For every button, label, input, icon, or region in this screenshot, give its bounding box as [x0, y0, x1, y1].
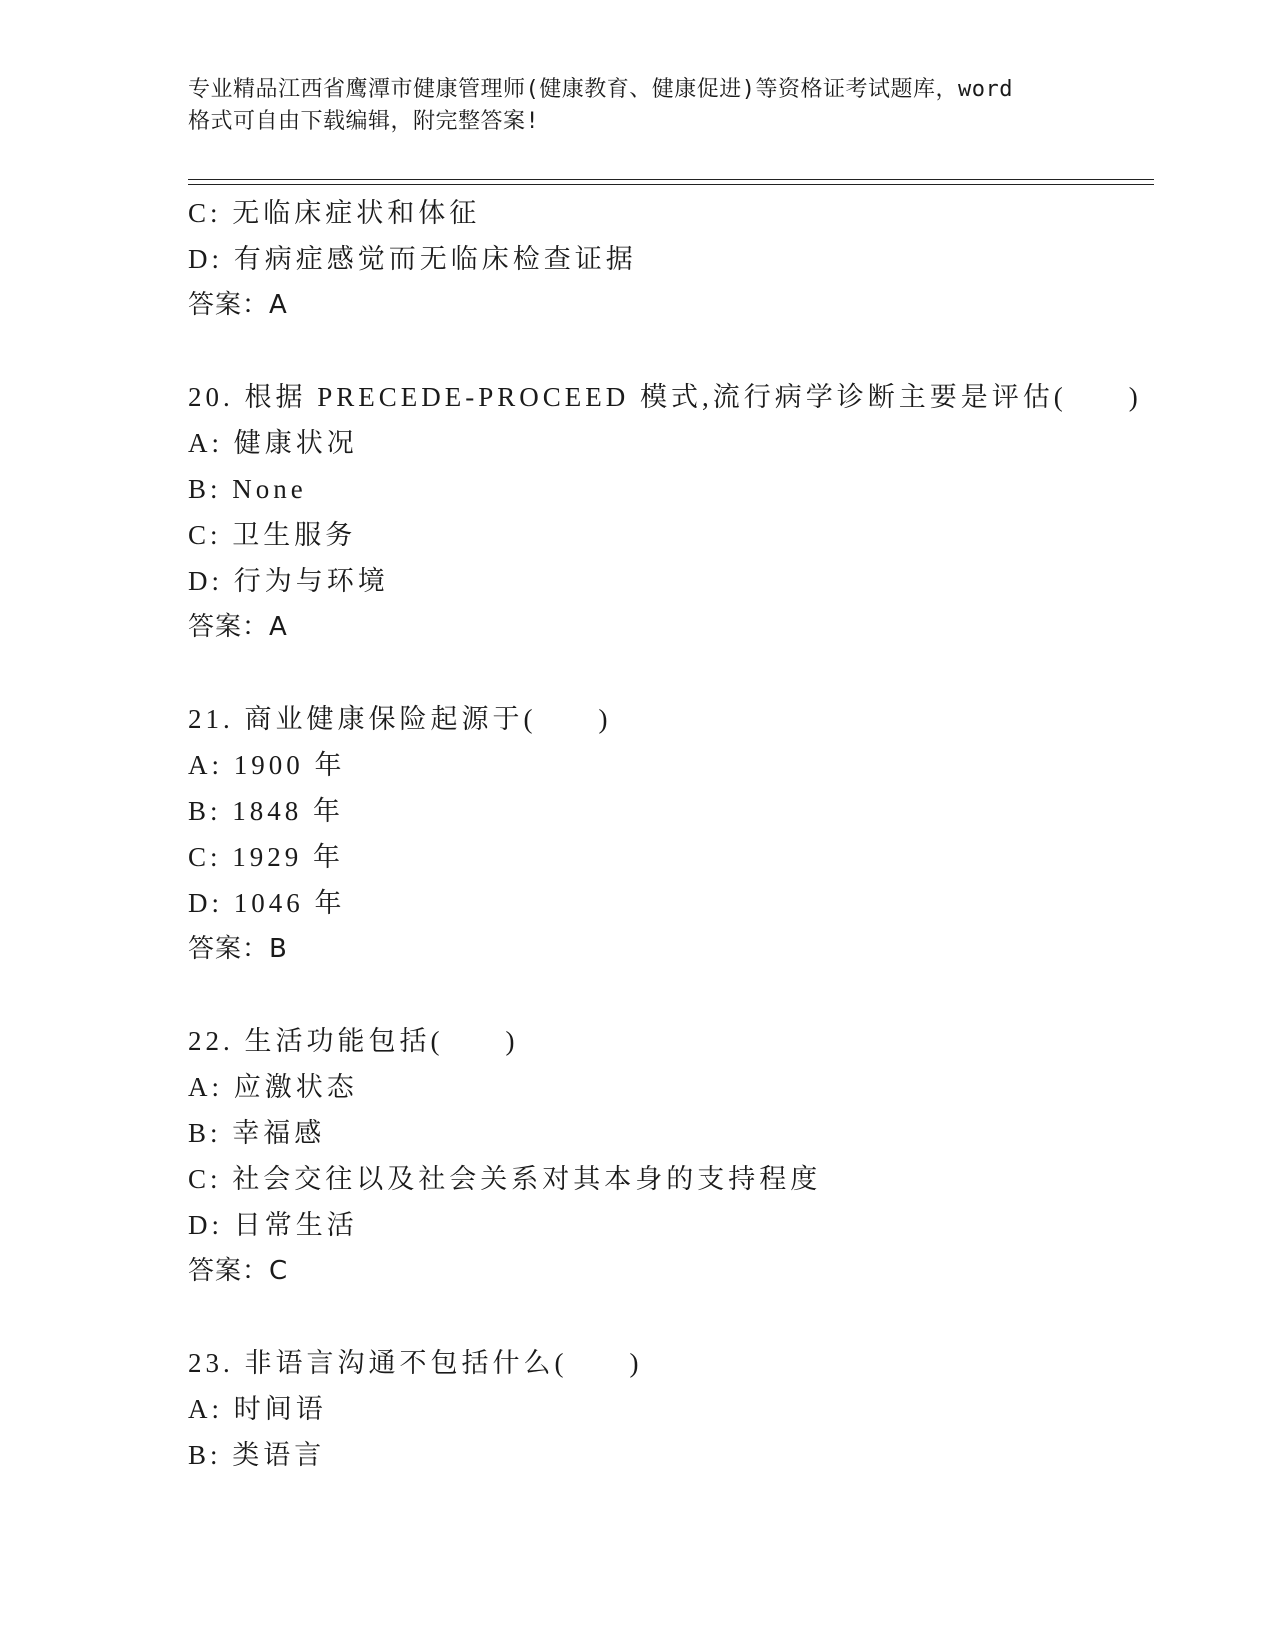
spacer — [188, 1294, 1148, 1340]
option-b: B: 类语言 — [188, 1440, 326, 1470]
question-stem: 22. 生活功能包括( ) — [188, 1026, 519, 1056]
option-d: D: 有病症感觉而无临床检查证据 — [188, 244, 637, 274]
question-stem: 23. 非语言沟通不包括什么( ) — [188, 1348, 643, 1378]
spacer — [188, 972, 1148, 1018]
option-d: D: 日常生活 — [188, 1210, 358, 1240]
question-21 — [188, 696, 1148, 972]
option-d: D: 1046 年 — [188, 888, 346, 918]
document-header — [188, 74, 1088, 138]
answer: 答案：A — [188, 612, 288, 642]
option-c: C: 社会交往以及社会关系对其本身的支持程度 — [188, 1164, 822, 1194]
question-23 — [188, 1340, 1148, 1478]
spacer — [188, 650, 1148, 696]
header-rule-top — [188, 179, 1154, 180]
option-c: C: 卫生服务 — [188, 520, 357, 550]
option-a: A: 应激状态 — [188, 1072, 358, 1102]
header-rule-bottom — [188, 184, 1154, 185]
option-c: C: 无临床症状和体征 — [188, 198, 481, 228]
question-list — [188, 190, 1148, 1478]
question-stem: 21. 商业健康保险起源于( ) — [188, 704, 612, 734]
option-a: A: 1900 年 — [188, 750, 346, 780]
question-19-continuation — [188, 190, 1148, 328]
option-a: A: 健康状况 — [188, 428, 358, 458]
question-22 — [188, 1018, 1148, 1294]
option-c: C: 1929 年 — [188, 842, 345, 872]
answer: 答案：C — [188, 1256, 289, 1286]
option-b: B: 1848 年 — [188, 796, 345, 826]
header-line-1: 专业精品江西省鹰潭市健康管理师(健康教育、健康促进)等资格证考试题库，word — [188, 77, 1013, 102]
spacer — [188, 328, 1148, 374]
answer: 答案：B — [188, 934, 288, 964]
option-b: B: None — [188, 474, 307, 504]
answer: 答案：A — [188, 290, 288, 320]
option-a: A: 时间语 — [188, 1394, 327, 1424]
question-20 — [188, 374, 1148, 650]
question-stem: 20. 根据 PRECEDE-PROCEED 模式,流行病学诊断主要是评估( ) — [188, 382, 1142, 412]
header-line-2: 格式可自由下载编辑，附完整答案! — [188, 109, 540, 134]
option-d: D: 行为与环境 — [188, 566, 389, 596]
option-b: B: 幸福感 — [188, 1118, 326, 1148]
